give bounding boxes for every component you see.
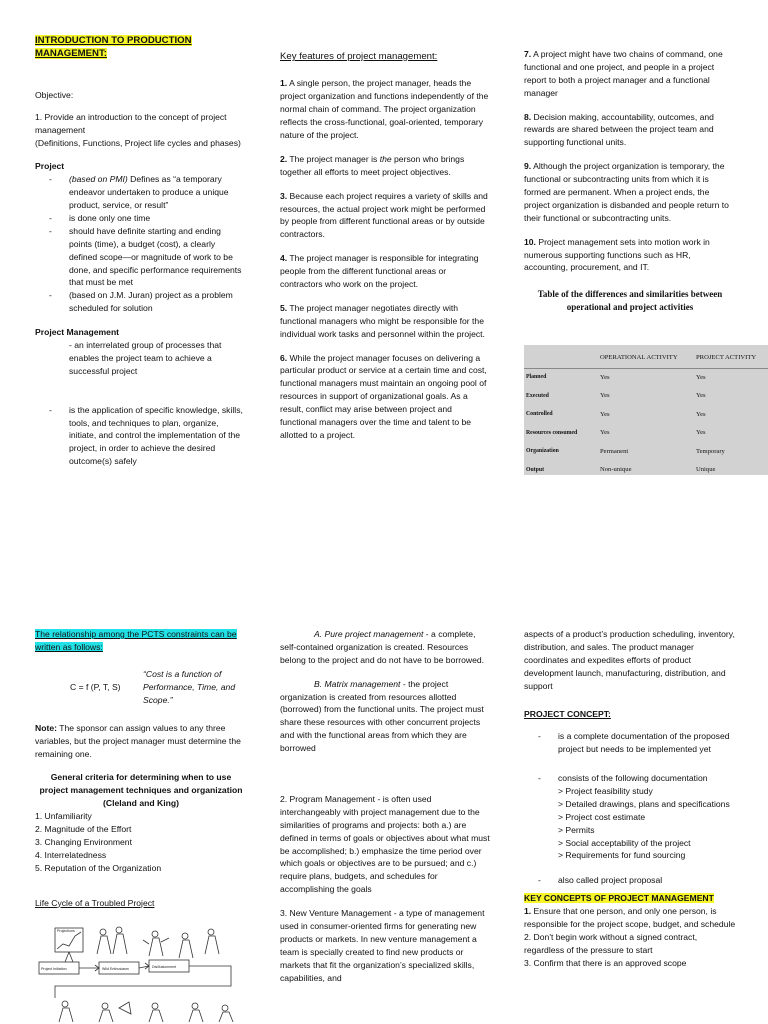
table-row [524,387,768,406]
table-cell: Yes [696,392,706,400]
table-cell: Yes [600,410,610,418]
feature-4: 4. The project manager is responsible for integrating people from the different functional areas or contractors who work on the project. [280,253,479,289]
table-row [524,461,768,480]
project-heading: Project [35,161,65,172]
table-header-cell: OPERATIONAL ACTIVITY [598,349,694,368]
objective-1: 1. Provide an introduction to the concept of project management [35,111,227,135]
list-item: > Project feasibility study [558,786,653,797]
column-key-features-cont [524,48,736,314]
list-item: 2. Magnitude of the Effort [35,824,132,835]
feature-3: 3. Because each project requires a variety of skills and resources, the actual project work might be performed by people from different functional areas or by outside contractors. [280,190,488,240]
table-cell: Yes [600,429,610,437]
list-item: - is a complete documentation of the proposed project but needs to be implemented yet [524,730,738,756]
list-item: > Project cost estimate [558,811,646,822]
product-management-cont: aspects of a product’s production scheduling, inventory, distribution, and sales. The product manager coordinates and expedites efforts of product development launch, manufacturing, distribution, and support [524,629,735,691]
table-cell: Yes [696,429,706,437]
pcts-title: The relationship among the PCTS constraints can be written as follows: [35,629,237,652]
illus-label: Project Initiation [41,967,67,971]
table-cell: Executed [526,392,549,399]
list-item: - consists of the following documentation [524,772,738,785]
list-item: 5. Reputation of the Organization [35,862,162,873]
new-venture-management: 3. New Venture Management - a type of management used in consumer-oriented firms for generating new products or markets. In new venture management a team is specially created to find new products or markets that fit the organization’s specialized skills, capabilities, and [280,908,485,983]
feature-1: 1. A single person, the project manager, heads the project organization and functions independently of the normal chain of command. The project organization reflects the cross-functional, goal-oriented, temporary nature of the project. [280,78,489,140]
table-cell: Temporary [696,447,725,455]
table-header-cell: PROJECT ACTIVITY [694,349,768,368]
list-item: - (based on PMI) Defines as “a temporary endeavor undertaken to produce a unique product, service, or result” [35,173,245,212]
table-row [524,406,768,425]
formula-block [35,660,247,712]
table-cell: Output [526,466,545,473]
list-item: 3. Changing Environment [35,836,132,847]
list-item: - is the application of specific knowledge, skills, tools, and techniques to plan, organize, initiate, and control the implementation of the project, in order to achieve the desired outcome(s) safely [35,404,245,468]
list-item: > Social acceptability of the project [558,837,691,848]
key-features-title: Key features of project management: [280,51,438,62]
lifecycle-title: Life Cycle of a Troubled Project [35,897,155,908]
illus-label: Projections [57,929,75,933]
documentation-list [524,785,738,862]
table-header-row [524,349,768,368]
column-key-features [280,50,490,442]
key-concept-2: 2. Don't begin work without a signed contract, regardless of the pressure to start [524,931,698,955]
formula: C = f (P, T, S) [70,681,121,692]
illus-label: Disillusionment [152,965,177,969]
feature-2: 2. The project manager is the person who brings together all efforts to meet project objectives. [280,153,465,177]
feature-10: 10. Project management sets into motion work in numerous supporting functions such as HR, accounting, procurement, and IT. [524,236,710,273]
table-cell: Planned [526,374,547,381]
illus-label: Wild Enthusiasm [102,967,129,971]
feature-7: 7. A project might have two chains of command, one functional and one project, and people in a project report to both a project manager and a functional manager [524,49,723,98]
list-item: - is done only one time [35,212,245,225]
list-item: > Requirements for fund sourcing [558,850,686,861]
lifecycle-illustration [35,922,240,1024]
formula-quote: “Cost is a function of Performance, Time, and Scope.” [143,668,236,705]
matrix-management: B. Matrix management - the project organization is created from resources allotted (borrowed) from the functional units. The project must share these resources with other concurrent projects and with the functional areas from which they are borrowed [280,678,484,754]
feature-8: 8. Decision making, accountability, outcomes, and rewards are shared between the project team and supporting functional units. [524,111,714,148]
pm-list [35,404,245,468]
table-cell: Non-unique [600,466,632,474]
list-item: > Permits [558,824,595,835]
column-intro [35,34,245,468]
list-item: 4. Interrelatedness [35,849,107,860]
feature-5: 5. The project manager negotiates directly with functional managers who might be responsible for the individual work tasks and personnel within the project. [280,302,485,339]
table-cell: Unique [696,466,716,474]
table-cell: Organization [526,448,559,455]
objective-2: (Definitions, Functions, Project life cycles and phases) [35,137,241,148]
column-project-concept [524,628,738,970]
comparison-table [524,345,768,475]
table-cell: Controlled [526,411,553,418]
program-management: 2. Program Management - is often used interchangeably with project management due to the similarities of programs and projects: both a.) are defined in terms of goals or objectives about what must be accomplished; b.) emphasize the time period over which goals or objectives are to be pursued; and c.) require plans, budgets, and schedules for accomplishing the goals [280,794,490,895]
concept-list [524,730,738,785]
criteria-title: General criteria for determining when to use project management techniques and organization (Cleland and King) [39,772,243,809]
pm-text: - an interrelated group of processes that enables the project team to achieve a successful project [69,339,222,376]
pm-heading: Project Management [35,327,120,338]
project-concept-title: PROJECT CONCEPT: [524,709,611,720]
table-cell: Yes [696,410,706,418]
table-cell: Resources consumed [526,429,578,436]
feature-9: 9. Although the project organization is temporary, the functional or subcontracting units from which it is formed are permanent. When a project ends, the project organization is disbanded and people return to their functional or subcontracting units. [524,161,729,223]
table-row [524,368,768,387]
intro-title: INTRODUCTION TO PRODUCTION MANAGEMENT: [35,35,192,60]
key-concepts-title: KEY CONCEPTS OF PROJECT MANAGEMENT [524,893,714,904]
table-cell: Yes [600,373,610,381]
list-item: - also called project proposal [524,874,738,887]
list-item: 1. Unfamiliarity [35,811,92,822]
table-title: Table of the differences and similarities between operational and project activities [537,289,723,313]
column-organization-types [280,628,490,984]
project-definition-list [35,173,245,315]
table-row [524,443,768,462]
pure-project-management: A. Pure project management - a complete, self-contained organization is created. Resources belong to the project and do not have to be borrowed. [280,629,485,665]
column-pcts [35,628,247,909]
table-row [524,424,768,443]
list-item: - (based on J.M. Juran) project as a problem scheduled for solution [35,289,245,315]
criteria-list [35,810,247,874]
key-concept-1: 1. Ensure that one person, and only one person, is responsible for the project scope, budget, and schedule [524,906,736,930]
person-icon [100,929,106,935]
objective-label: Objective: [35,89,74,100]
note: Note: The sponsor can assign values to any three variables, but the project manager must determine the remaining one. [35,722,241,759]
list-item: - should have definite starting and ending points (time), a budget (cost), a clearly defined scope—or magnitude of work to be done, and specific performance requirements that must be met [35,225,245,289]
concept-list-2 [524,874,738,887]
table-cell: Yes [696,373,706,381]
table-cell: Yes [600,392,610,400]
list-item: > Detailed drawings, plans and specifications [558,798,730,809]
feature-6: 6. While the project manager focuses on delivering a particular product or service at a certain time and cost, functional managers must maintain an ongoing pool of resources in support of organizational goals. As a result, conflict may arise between project and functional managers over the time and talent to be allotted to a project. [280,352,487,440]
table-header-cell [524,349,598,368]
table-cell: Permanent [600,447,629,455]
key-concept-3: 3. Confirm that there is an approved scope [524,957,687,968]
